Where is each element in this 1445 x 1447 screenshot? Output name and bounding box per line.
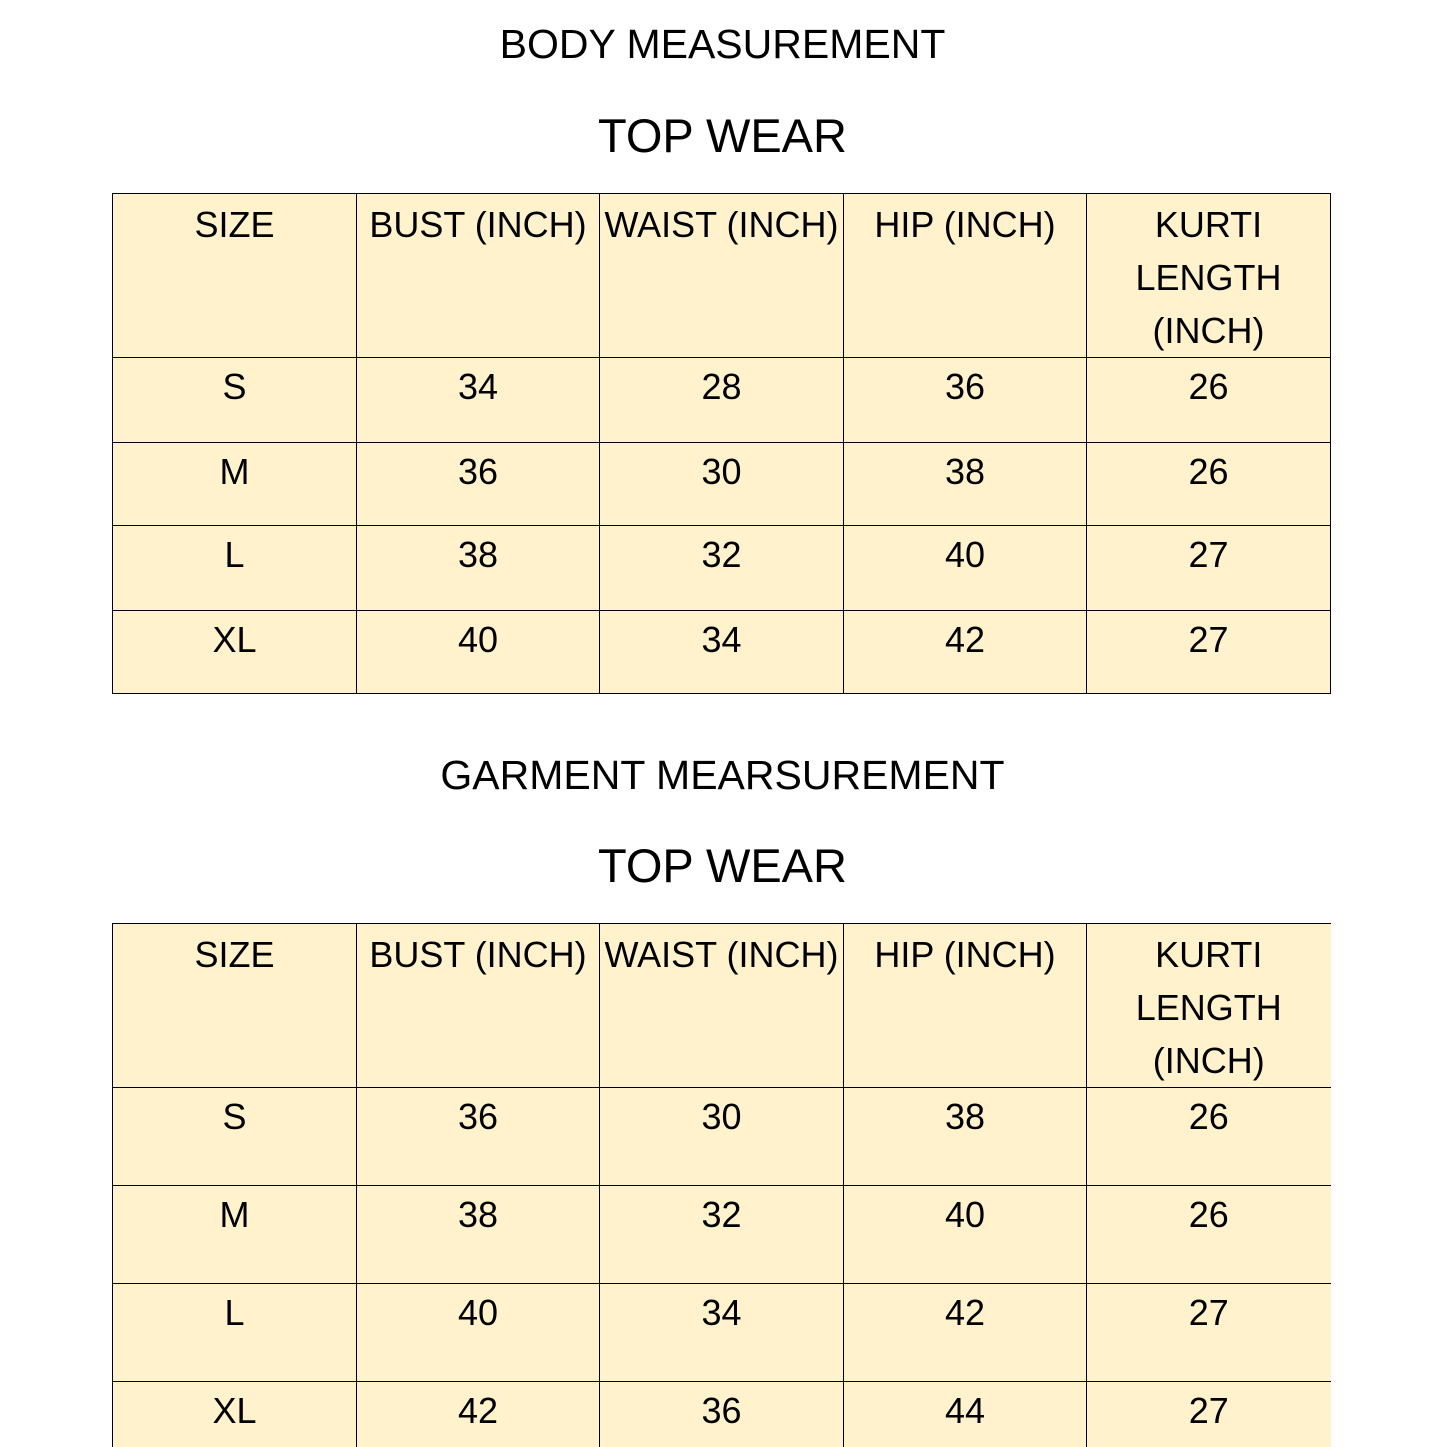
bust-cell: 40 — [357, 611, 600, 694]
kurti-length-cell: 27 — [1087, 526, 1331, 611]
kurti-length-cell: 26 — [1087, 1088, 1331, 1186]
header-kurti-length: KURTI LENGTH (INCH) — [1087, 194, 1331, 358]
kurti-length-cell: 27 — [1087, 611, 1331, 694]
bust-cell: 34 — [357, 358, 600, 443]
size-cell: XL — [113, 1382, 357, 1447]
table-header-row — [113, 194, 1331, 358]
bust-cell: 38 — [357, 526, 600, 611]
size-cell: S — [113, 358, 357, 443]
size-cell: L — [113, 526, 357, 611]
header-bust: BUST (INCH) — [357, 194, 600, 358]
header-waist: WAIST (INCH) — [600, 194, 844, 358]
table-row — [113, 1382, 1331, 1447]
size-cell: M — [113, 443, 357, 526]
hip-cell: 40 — [844, 1186, 1087, 1284]
table-row — [113, 1186, 1331, 1284]
table-row — [113, 1088, 1331, 1186]
table-row — [113, 358, 1331, 443]
hip-cell: 44 — [844, 1382, 1087, 1447]
table-header-row — [113, 924, 1331, 1088]
waist-cell: 32 — [600, 1186, 844, 1284]
table-row — [113, 1284, 1331, 1382]
size-cell: M — [113, 1186, 357, 1284]
header-size: SIZE — [113, 194, 357, 358]
size-cell: XL — [113, 611, 357, 694]
kurti-length-cell: 26 — [1087, 443, 1331, 526]
hip-cell: 38 — [844, 443, 1087, 526]
waist-cell: 30 — [600, 443, 844, 526]
table-row — [113, 443, 1331, 526]
header-hip: HIP (INCH) — [844, 924, 1087, 1088]
waist-cell: 36 — [600, 1382, 844, 1447]
size-cell: S — [113, 1088, 357, 1186]
header-bust: BUST (INCH) — [357, 924, 600, 1088]
table-row — [113, 526, 1331, 611]
bust-cell: 36 — [357, 443, 600, 526]
bust-cell: 40 — [357, 1284, 600, 1382]
header-waist: WAIST (INCH) — [600, 924, 844, 1088]
header-kurti-length: KURTI LENGTH (INCH) — [1087, 924, 1331, 1088]
size-cell: L — [113, 1284, 357, 1382]
kurti-length-cell: 26 — [1087, 358, 1331, 443]
waist-cell: 34 — [600, 611, 844, 694]
body-topwear-subtitle: TOP WEAR — [598, 109, 847, 162]
bust-cell: 36 — [357, 1088, 600, 1186]
kurti-length-cell: 26 — [1087, 1186, 1331, 1284]
body-measurement-table — [112, 193, 1331, 694]
garment-measurement-table — [112, 923, 1331, 1447]
hip-cell: 40 — [844, 526, 1087, 611]
waist-cell: 34 — [600, 1284, 844, 1382]
hip-cell: 42 — [844, 611, 1087, 694]
hip-cell: 42 — [844, 1284, 1087, 1382]
body-measurement-title: BODY MEASUREMENT — [499, 21, 946, 67]
hip-cell: 38 — [844, 1088, 1087, 1186]
header-size: SIZE — [113, 924, 357, 1088]
table-row — [113, 611, 1331, 694]
waist-cell: 28 — [600, 358, 844, 443]
kurti-length-cell: 27 — [1087, 1284, 1331, 1382]
waist-cell: 30 — [600, 1088, 844, 1186]
kurti-length-cell: 27 — [1087, 1382, 1331, 1447]
waist-cell: 32 — [600, 526, 844, 611]
garment-topwear-subtitle: TOP WEAR — [598, 839, 847, 892]
hip-cell: 36 — [844, 358, 1087, 443]
header-hip: HIP (INCH) — [844, 194, 1087, 358]
bust-cell: 42 — [357, 1382, 600, 1447]
bust-cell: 38 — [357, 1186, 600, 1284]
garment-measurement-title: GARMENT MEARSUREMENT — [440, 752, 1005, 798]
